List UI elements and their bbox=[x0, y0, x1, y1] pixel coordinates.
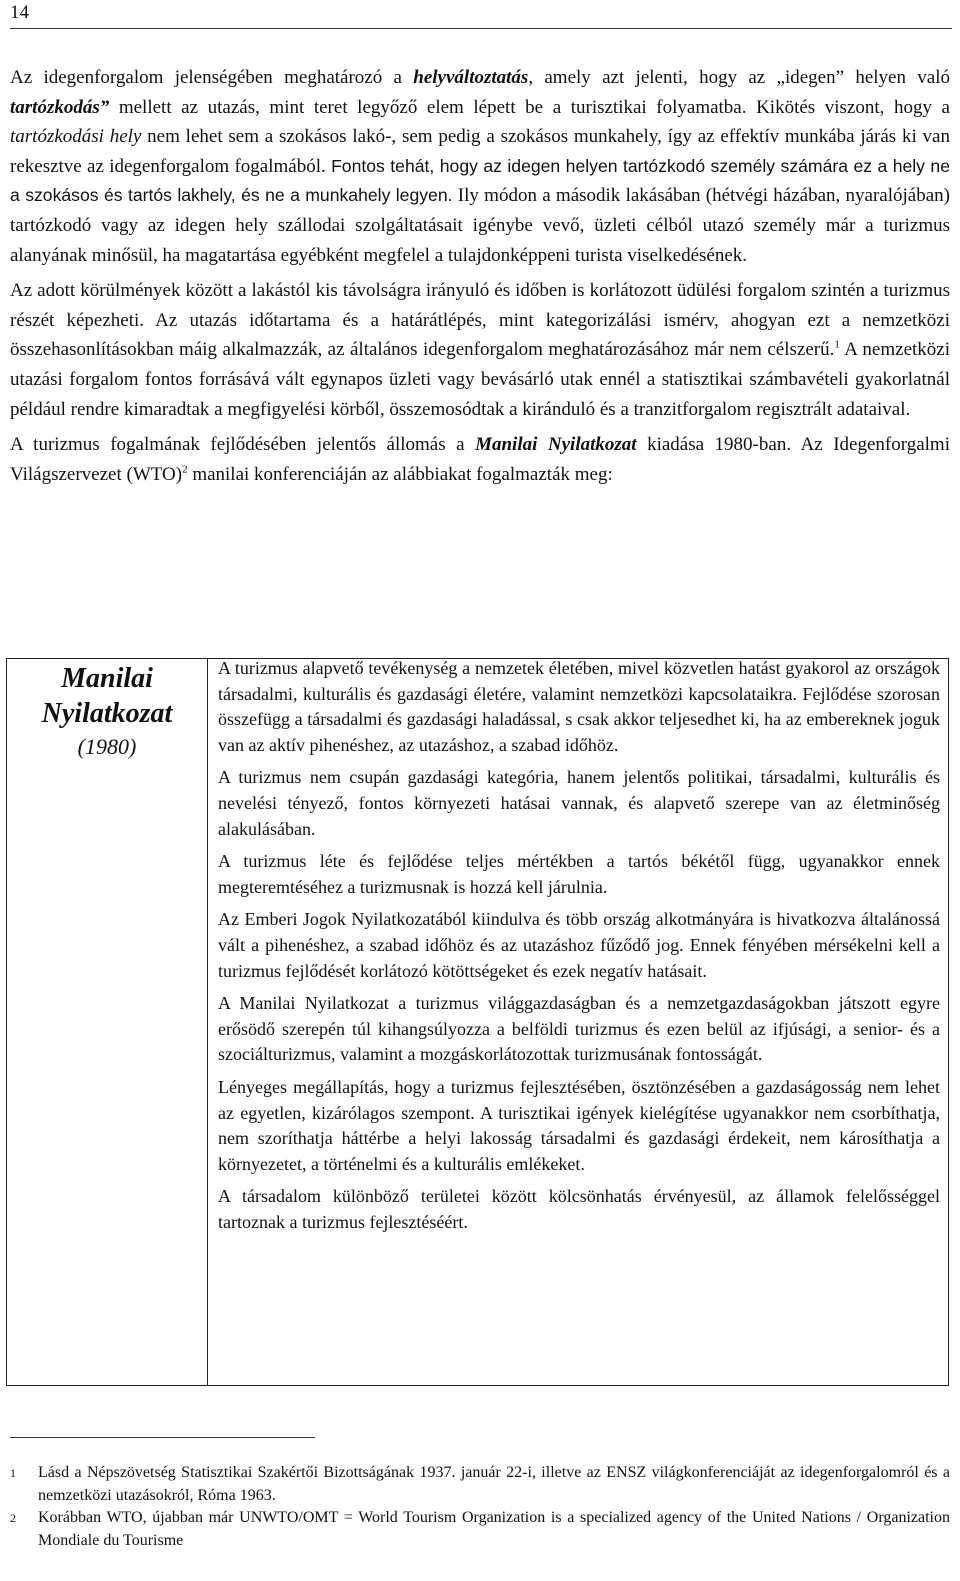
paragraph-1 bbox=[10, 63, 950, 270]
footnote-1 bbox=[10, 1462, 950, 1507]
footnote-2 bbox=[10, 1507, 950, 1552]
manila-declaration-box bbox=[6, 658, 949, 1386]
declaration-content-cell bbox=[208, 659, 948, 1385]
p1-text-c: , amely azt jelenti, hogy az „idegen” helyen való bbox=[528, 67, 950, 88]
p1-emphasis-helyvaltoztatas: helyváltoztatás bbox=[413, 67, 529, 88]
declaration-item: A turizmus nem csupán gazdasági kategória, hanem jelentős politikai, társadalmi, kulturális és nevelési tényező, fontos környezeti hatásai vannak, és alapvető szerepe van az életminőség alakulásában. bbox=[218, 767, 940, 839]
header-rule bbox=[10, 28, 952, 29]
p1-text-i: Ily módon a második lakásában (hétvégi házában, nyaralójában) tartózkodó vagy az idegen hely szállodai szolgáltatásait igénybe vevő, üzleti célból utazó személy már a turizmus alanyának minősül, ha magatartása egyébként megfelel a tulajdonképpeni turista viselkedésének. bbox=[10, 185, 950, 266]
declaration-year: (1980) bbox=[77, 734, 137, 759]
footnote-2-text: Korábban WTO, újabban már UNWTO/OMT = World Tourism Organization is a specialized agency of the United Nations / Organization Mondiale du Tourisme bbox=[38, 1509, 950, 1549]
p1-text-g: nem lehet sem a szokásos lakó-, sem pedig a szokásos munkahely, így az effektív munkába járás ki van rekesztve az idegenforgalom fogalmából. bbox=[10, 126, 950, 177]
footnote-ref-1[interactable]: 1 bbox=[834, 339, 840, 352]
footnotes bbox=[10, 1462, 950, 1552]
p2-text-a: Az adott körülmények között a lakástól kis távolságra irányuló és időben is korlátozott üdülési forgalom szintén a turizmus részét képezheti. Az utazás időtartama és a határátlépés, mint kategorizálási ismérv, ahogyan ezt a nemzetközi összehasonlításokban máig alkalmazzák, az általános idegenforgalom meghatározásához már nem célszerű. bbox=[10, 280, 950, 361]
declaration-item: A turizmus alapvető tevékenység a nemzetek életében, mivel közvetlen hatást gyakorol az országok társadalmi, kulturális és gazdasági életére, valamint nemzetközi kapcsolataikra. Fejlődése szorosan összefügg a társadalmi és gazdasági haladással, s csak akkor teljesedhet ki, ha az embereknek joguk van az aktív pihenéshez, az utazáshoz, a szabad időhöz. bbox=[218, 658, 940, 755]
declaration-item: A Manilai Nyilatkozat a turizmus világgazdaságban és a nemzetgazdaságokban játszott egyre erősödő szerepén túl kihangsúlyozza a belföldi turizmus és ezen belül az ifjúsági, a senior- és a szociálturizmus, valamint a mozgáskorlátozottak turizmusának fontosságát. bbox=[218, 993, 940, 1065]
p1-text-e: mellett az utazás, mint teret legyőző elem lépett be a turisztikai folyamatba. Kikötés viszont, hogy a bbox=[109, 96, 950, 118]
declaration-item: A társadalom különböző területei között kölcsönhatás érvényesül, az államok felelősséggel tartoznak a turizmus fejlesztéséért. bbox=[218, 1186, 940, 1232]
declaration-item: Az Emberi Jogok Nyilatkozatából kiindulva és több ország alkotmányára is hivatkozva általánossá vált a pihenéshez, a szabad időhöz és az utazáshoz fűződő jog. Ennek fényében mérsékelni kell a turizmus fejlődését korlátozó kötöttségeket és ezek negatív hatásait. bbox=[218, 909, 940, 981]
footnote-1-text: Lásd a Népszövetség Statisztikai Szakértői Bizottságának 1937. január 22-i, illetve az ENSZ világkonferenciáját az idegenforgalomról és a nemzetközi utazásokról, Róma 1963. bbox=[38, 1464, 950, 1504]
p1-text-a: Az idegenforgalom jelenségében meghatározó a bbox=[10, 67, 414, 88]
page-number: 14 bbox=[10, 2, 29, 23]
p3-emphasis-manilai-nyilatkozat: Manilai Nyilatkozat bbox=[475, 434, 637, 456]
p2-text-b: A nemzetközi utazási forgalom fontos forrásává vált egynapos üzleti vagy bevásárló utak ennél a statisztikai számbavételi gyakorlatnál például rendre kimaradtak a megfigyelési körből, összemosódtak a kiránduló és a tranzitforgalom regisztrált adataival. bbox=[10, 339, 950, 420]
footnote-2-mark: 2 bbox=[10, 1511, 16, 1525]
p1-sans-text-h: Fontos tehát, hogy az idegen helyen tartózkodó személy számára ez a hely ne a szokásos és tartós lakhely, és ne a munkahely legyen. bbox=[10, 155, 950, 206]
declaration-title-line1: Manilai bbox=[61, 663, 153, 694]
declaration-heading-cell bbox=[7, 659, 208, 1385]
paragraph-3 bbox=[10, 430, 950, 489]
p1-emphasis-tartozkodas: tartózkodás” bbox=[10, 96, 110, 118]
body-text bbox=[10, 63, 950, 495]
footnote-ref-2[interactable]: 2 bbox=[182, 463, 188, 476]
declaration-item: A turizmus léte és fejlődése teljes mértékben a tartós békétől függ, ugyanakkor ennek megteremtéséhez a turizmusnak is hozzá kell járulnia. bbox=[218, 851, 940, 897]
paragraph-2 bbox=[10, 276, 950, 424]
declaration-title-line2: Nyilatkozat bbox=[41, 698, 173, 729]
p3-text-d: manilai konferenciáján az alábbiakat fogalmazták meg: bbox=[187, 463, 613, 485]
footnote-rule bbox=[10, 1437, 315, 1438]
p3-text-c: kiadása 1980-ban. Az Idegenforgalmi Világszervezet (WTO) bbox=[10, 434, 950, 485]
footnote-1-mark: 1 bbox=[10, 1466, 16, 1480]
p3-text-a: A turizmus fogalmának fejlődésében jelentős állomás a bbox=[10, 434, 476, 456]
declaration-item: Lényeges megállapítás, hogy a turizmus fejlesztésében, ösztönzésében a gazdaságosság nem lehet az egyetlen, kizárólagos szempont. A turisztikai igények kielégítése ugyanakkor nem csorbíthatja, nem szoríthatja háttérbe a helyi lakosság társadalmi és gazdasági érdekeit, nem károsíthatja a környezetet, a történelmi és a kulturális emlékeket. bbox=[218, 1076, 940, 1174]
p1-italic-tartozkodasi-hely: tartózkodási hely bbox=[10, 126, 142, 148]
